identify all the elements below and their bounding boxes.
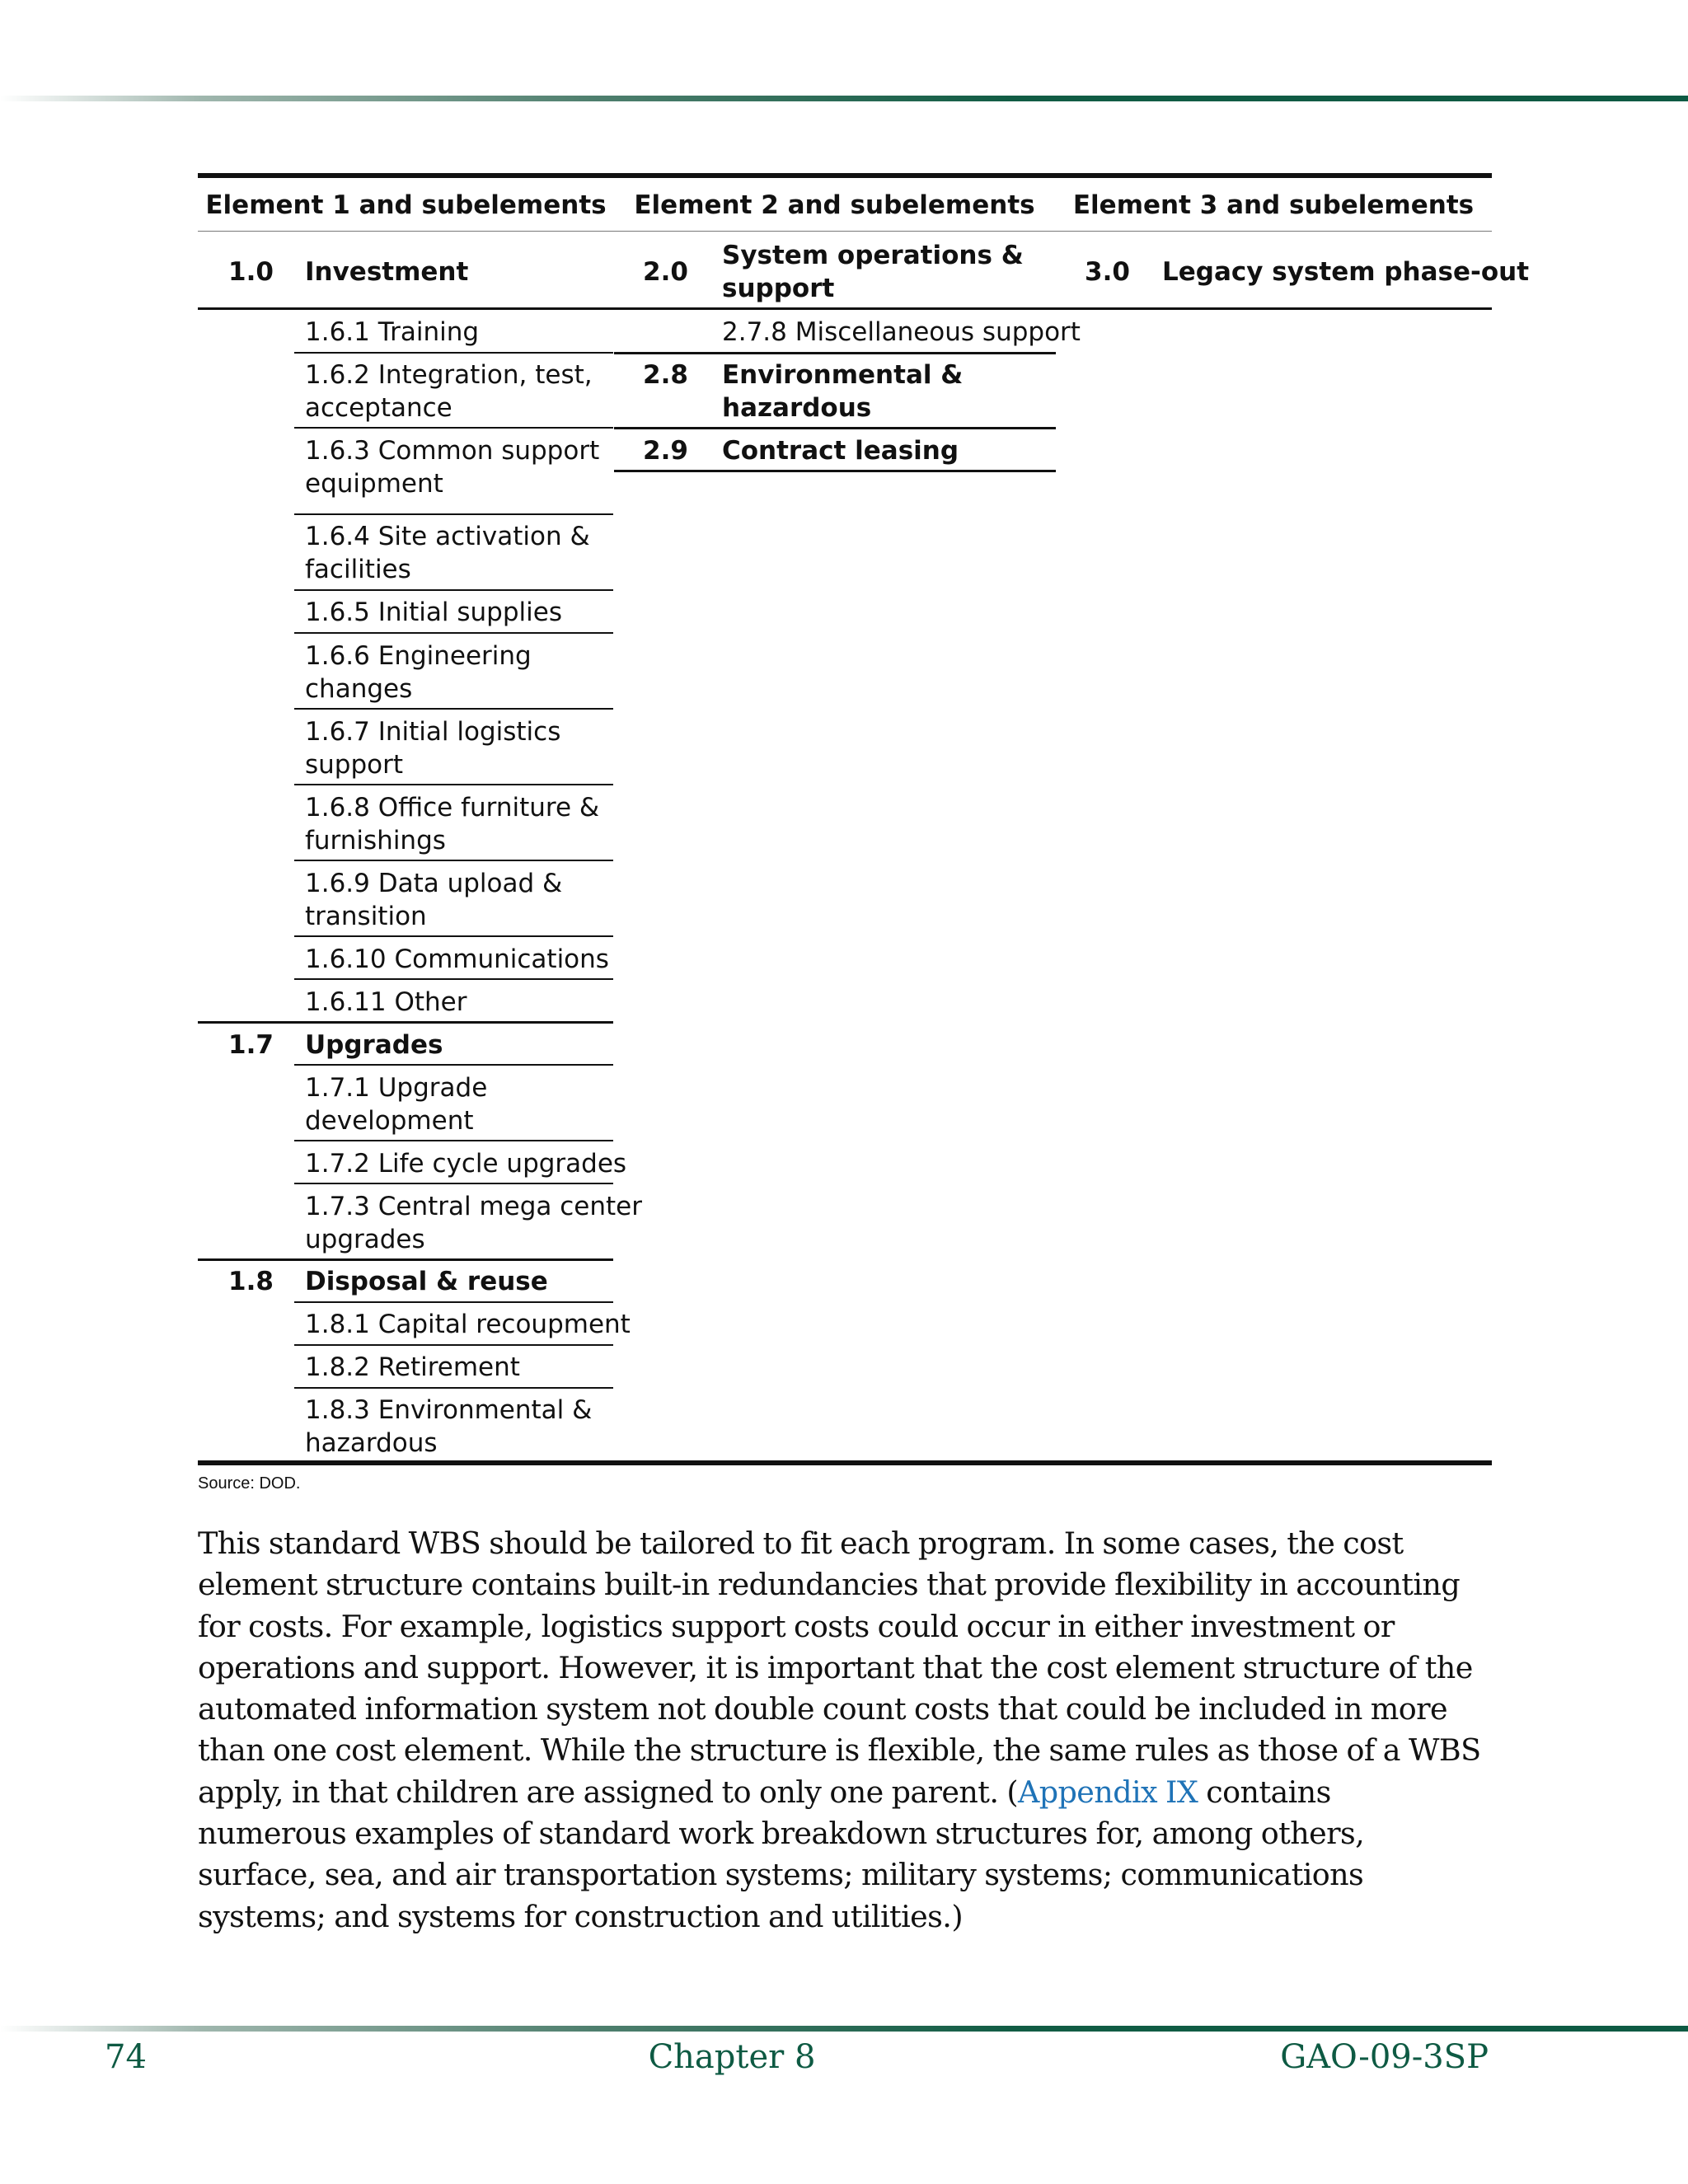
element-2-label xyxy=(722,239,1024,305)
table-row: 1.6.3 Common support equipment xyxy=(305,436,600,499)
row-rule xyxy=(614,427,1056,429)
row-rule xyxy=(294,1064,613,1066)
table-row: 1.6.2 Integration, test, acceptance xyxy=(305,360,593,423)
table-row: 1.7.1 Upgrade development xyxy=(305,1073,488,1136)
section-rule xyxy=(198,1021,613,1024)
table-row-number: 1.7 xyxy=(228,1030,274,1060)
row-rule xyxy=(294,589,613,591)
row-rule xyxy=(294,352,613,354)
element-1-number: 1.0 xyxy=(228,257,274,287)
table-row: 1.6.1 Training xyxy=(305,317,480,347)
section-rule xyxy=(198,1258,613,1261)
table-row-number: 2.8 xyxy=(643,360,688,390)
table-row: 1.7.3 Central mega center upgrades xyxy=(305,1192,642,1254)
table-row: 1.6.8 Office furniture & furnishings xyxy=(305,793,600,855)
header-divider xyxy=(198,231,1492,232)
row-rule xyxy=(294,978,613,980)
table-row-number: 1.8 xyxy=(228,1267,274,1296)
level1-rule xyxy=(198,307,1492,310)
table-row: Environmental & hazardous xyxy=(722,360,964,423)
table-row: 1.8.3 Environmental & hazardous xyxy=(305,1395,593,1458)
element-3-label: Legacy system phase-out xyxy=(1162,257,1530,287)
appendix-ix-link[interactable]: Appendix IX xyxy=(1018,1774,1198,1810)
header-rule xyxy=(0,96,1688,101)
row-rule xyxy=(294,935,613,937)
page-number: 74 xyxy=(105,2038,147,2076)
footer-rule xyxy=(0,2026,1688,2032)
row-rule xyxy=(294,1301,613,1303)
element-2-label-line1: System operations & xyxy=(722,241,1024,270)
table-row: Disposal & reuse xyxy=(305,1267,548,1296)
row-rule xyxy=(614,470,1056,472)
table-row: 1.6.7 Initial logistics support xyxy=(305,717,561,780)
table-row: 1.6.5 Initial supplies xyxy=(305,598,562,627)
table-row: 1.6.6 Engineering changes xyxy=(305,641,532,704)
table-row-number: 2.9 xyxy=(643,436,688,466)
column-header-2: Element 2 and subelements xyxy=(634,190,1035,220)
table-row: Upgrades xyxy=(305,1030,443,1060)
element-2-label-line2: support xyxy=(722,274,835,303)
element-2-number: 2.0 xyxy=(643,257,688,287)
row-rule xyxy=(294,1344,613,1346)
chapter-label: Chapter 8 xyxy=(648,2038,816,2076)
row-rule xyxy=(294,708,613,710)
row-rule xyxy=(294,632,613,634)
table-row: 1.7.2 Life cycle upgrades xyxy=(305,1149,627,1179)
table-bottom-rule xyxy=(198,1460,1492,1465)
document-id: GAO-09-3SP xyxy=(1280,2038,1489,2076)
column-header-1: Element 1 and subelements xyxy=(205,190,607,220)
table-source: Source: DOD. xyxy=(198,1474,301,1493)
table-row: 1.8.2 Retirement xyxy=(305,1352,520,1382)
row-rule xyxy=(294,1387,613,1389)
table-row: 1.6.4 Site activation & facilities xyxy=(305,522,590,584)
row-rule xyxy=(294,513,613,515)
table-row: 1.6.9 Data upload & transition xyxy=(305,869,563,931)
row-rule xyxy=(614,352,1056,354)
column-header-3: Element 3 and subelements xyxy=(1072,190,1475,220)
table-top-rule xyxy=(198,173,1492,178)
row-rule xyxy=(294,784,613,785)
table-row: Contract leasing xyxy=(722,436,959,466)
row-rule xyxy=(294,1140,613,1141)
element-3-number: 3.0 xyxy=(1085,257,1130,287)
row-rule xyxy=(294,860,613,861)
body-paragraph: This standard WBS should be tailored to fit each program. In some cases, the cost element structure contains built-in redundancies that provide flexibility in accounting for costs. For example, logistics support costs could occur in either investment or operations and support. However, it is important that the cost element structure of the automated information system not double count costs that could be included in more than one cost element. While the structure is flexible, the same rules as those of a WBS apply, in that children are assigned to only one parent. (Appendix IX contains numerous examples of standard work breakdown structures for, among others, surface, sea, and air transportation systems; military systems; communications systems; and systems for construction and utilities.) xyxy=(198,1526,1481,1934)
element-1-label: Investment xyxy=(305,257,469,287)
table-row: 1.6.10 Communications xyxy=(305,944,609,974)
table-row: 1.6.11 Other xyxy=(305,987,467,1017)
row-rule xyxy=(294,427,613,429)
table-row: 2.7.8 Miscellaneous support xyxy=(722,317,1081,347)
table-row: 1.8.1 Capital recoupment xyxy=(305,1310,631,1339)
row-rule xyxy=(294,1183,613,1184)
